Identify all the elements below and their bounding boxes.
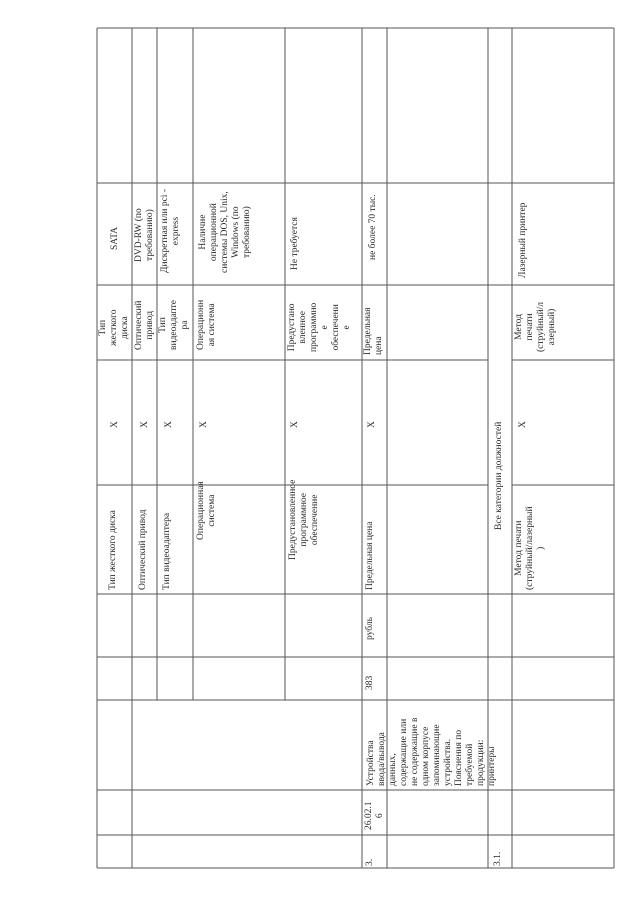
item3-name: Устройства ввода/вывода данных, содержащие или не содержащие в одном корпусе запоминающие устройства. Пояснения по требуемой продукции: принтеры	[366, 717, 497, 786]
item31-number: 3.1.	[493, 851, 503, 866]
item31-name: Метод печати (струйный/лазерный )	[514, 506, 546, 590]
row-video-name: Тип видеоадаптера	[162, 512, 172, 590]
category-banner: Все категории должностей	[494, 421, 504, 530]
row-software-short: Предустано вленное программно е обеспечени е	[287, 302, 352, 352]
row-os-mark: X	[199, 421, 209, 428]
row-optical-mark: X	[140, 421, 150, 428]
hdd-type-label: Тип жесткого диска	[108, 510, 118, 590]
item3-code: 26.02.1 6	[364, 801, 385, 830]
row-software-mark: X	[290, 421, 300, 428]
row-price-unit-code: 383	[365, 675, 375, 690]
item3-number: 3.	[365, 858, 375, 866]
row-os-short: Операционн ая система	[196, 299, 217, 350]
row-software-value: Не требуется	[290, 217, 300, 270]
row-optical-name: Оптический привод	[138, 509, 148, 590]
hdd-value: SATA	[110, 227, 120, 250]
row-price-name: Предельная цена	[365, 521, 375, 590]
row-software-name: Предустановленное программное обеспечение	[288, 479, 320, 560]
item31-mark: X	[518, 421, 528, 428]
row-os-value: Наличие операционной системы DOS, Unix, Windows (по требованию)	[198, 191, 252, 273]
row-price-unit-name: рубль	[365, 617, 375, 640]
row-video-short: Тип видеоадапте ра	[158, 300, 190, 350]
row-video-value: Дискретная или pci - express	[160, 189, 181, 273]
row-video-mark: X	[164, 421, 174, 428]
row-price-value: не более 70 тыс.	[368, 194, 378, 260]
row-os-name: Операционная система	[196, 481, 217, 540]
row-price-mark: X	[367, 421, 377, 428]
item31-value: Лазерный принтер	[518, 202, 528, 278]
hdd-mark: X	[110, 421, 120, 428]
item31-short: Метод печати (струйный/л азерный)	[514, 301, 557, 352]
hdd-short-label: Тип жесткого диска	[98, 309, 130, 346]
row-optical-value: DVD-RW (по требованию)	[134, 208, 155, 262]
row-price-short: Предельная цена	[363, 307, 384, 355]
row-optical-short: Оптический привод	[134, 300, 155, 350]
